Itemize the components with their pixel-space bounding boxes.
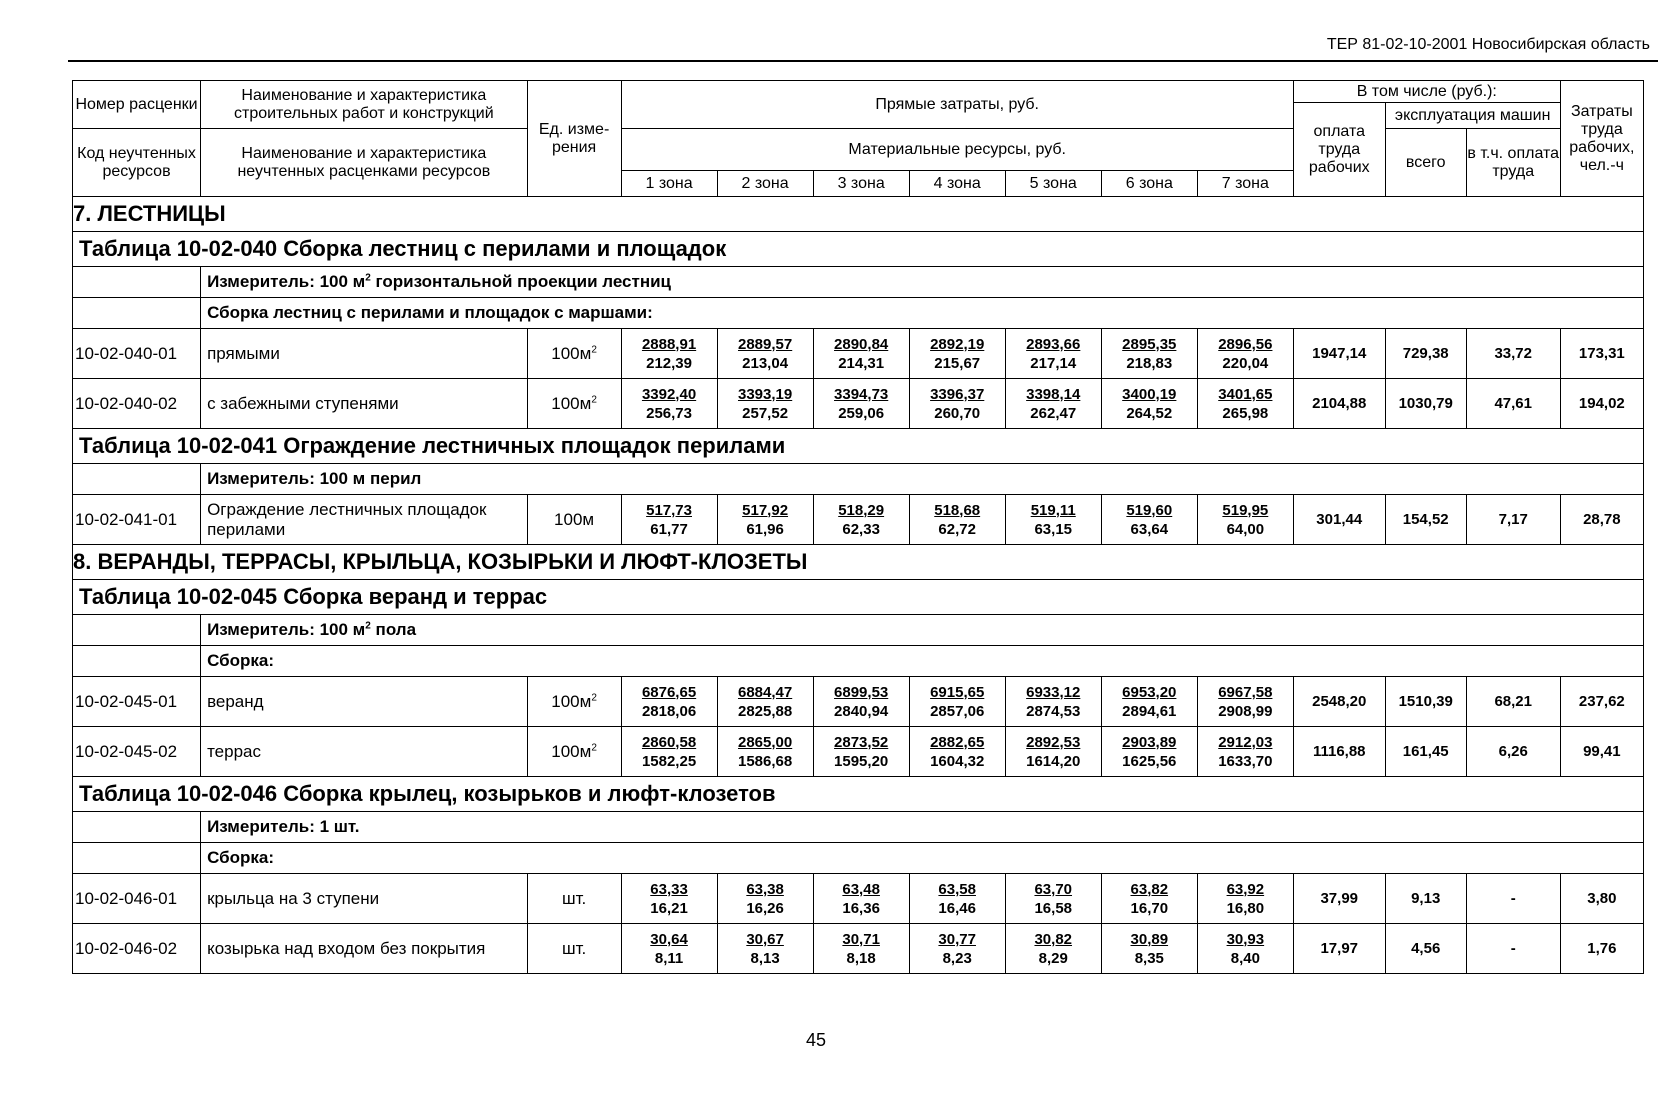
labor-cost: 28,78 bbox=[1560, 495, 1643, 545]
zone-cost-cell bbox=[717, 379, 813, 429]
rate-row bbox=[73, 677, 1644, 727]
rate-code: 10-02-045-01 bbox=[73, 677, 201, 727]
material-cost: 1586,68 bbox=[737, 752, 793, 770]
direct-cost: 2888,91 bbox=[641, 335, 697, 353]
direct-cost: 2893,66 bbox=[1026, 335, 1081, 353]
direct-cost: 2873,52 bbox=[834, 733, 889, 751]
zone-cost-cell bbox=[717, 329, 813, 379]
material-cost: 1633,70 bbox=[1218, 752, 1273, 770]
direct-cost: 2892,53 bbox=[1026, 733, 1081, 751]
zone-cost-cell bbox=[1101, 874, 1197, 924]
rate-code: 10-02-040-02 bbox=[73, 379, 201, 429]
material-cost: 16,58 bbox=[1034, 899, 1073, 917]
measure-line: Измеритель: 100 м перил bbox=[201, 464, 1644, 495]
zone-cost-cell bbox=[1101, 329, 1197, 379]
direct-cost: 2865,00 bbox=[737, 733, 793, 751]
material-cost: 213,04 bbox=[742, 354, 789, 372]
direct-cost: 63,58 bbox=[938, 880, 976, 898]
labor-cost: 194,02 bbox=[1560, 379, 1643, 429]
labor-cost: 1,76 bbox=[1560, 924, 1643, 974]
zone-cost-cell bbox=[909, 677, 1005, 727]
zone-cost-cell bbox=[1197, 727, 1293, 777]
direct-cost: 3392,40 bbox=[641, 385, 697, 403]
material-cost: 2825,88 bbox=[737, 702, 793, 720]
zone-cost-cell bbox=[1197, 924, 1293, 974]
header-res-name: Наименование и характеристика неучтенных расценками ресурсов bbox=[201, 129, 528, 197]
zone-cost-cell bbox=[621, 677, 717, 727]
zone-cost-cell bbox=[1197, 379, 1293, 429]
labor-pay: 1947,14 bbox=[1293, 329, 1385, 379]
rate-unit: $100м^2$ bbox=[527, 727, 621, 777]
direct-cost: 3393,19 bbox=[737, 385, 793, 403]
material-cost: 62,72 bbox=[938, 520, 976, 538]
table-title: Таблица 10-02-045 Сборка веранд и террас bbox=[73, 580, 1644, 615]
direct-cost: 3400,19 bbox=[1122, 385, 1177, 403]
zone-cost-cell bbox=[717, 924, 813, 974]
zone-cost-cell bbox=[1101, 727, 1197, 777]
labor-cost: 99,41 bbox=[1560, 727, 1643, 777]
machines-total: 161,45 bbox=[1385, 727, 1466, 777]
zone-cost-cell bbox=[621, 379, 717, 429]
table-header bbox=[73, 81, 1644, 197]
empty-cell bbox=[73, 812, 201, 843]
rate-row bbox=[73, 874, 1644, 924]
rate-row bbox=[73, 379, 1644, 429]
table-title: Таблица 10-02-040 Сборка лестниц с перилами и площадок bbox=[73, 232, 1644, 267]
header-name: Наименование и характеристика строительных работ и конструкций bbox=[201, 81, 528, 129]
header-rule bbox=[68, 60, 1658, 62]
machines-labor-pay: 6,26 bbox=[1466, 727, 1560, 777]
zone-cost-cell bbox=[1197, 677, 1293, 727]
zone-cost-cell bbox=[621, 924, 717, 974]
zone-cost-cell bbox=[1197, 495, 1293, 545]
material-cost: 62,33 bbox=[842, 520, 880, 538]
labor-pay: 17,97 bbox=[1293, 924, 1385, 974]
material-cost: 212,39 bbox=[646, 354, 692, 372]
rate-name: с забежными ступенями bbox=[201, 379, 528, 429]
material-cost: 1582,25 bbox=[641, 752, 697, 770]
zone-cost-cell bbox=[1101, 379, 1197, 429]
material-cost: 8,18 bbox=[846, 949, 876, 967]
zone-cost-cell bbox=[813, 677, 909, 727]
zone-cost-cell bbox=[717, 677, 813, 727]
group-line: Сборка: bbox=[201, 646, 1644, 677]
direct-cost: 2912,03 bbox=[1218, 733, 1273, 751]
rate-name: Ограждение лестничных площадок перилами bbox=[201, 495, 528, 545]
direct-cost: 30,67 bbox=[746, 930, 784, 948]
material-cost: 63,15 bbox=[1034, 520, 1073, 538]
direct-cost: 30,64 bbox=[650, 930, 688, 948]
direct-cost: 3396,37 bbox=[930, 385, 985, 403]
material-cost: 220,04 bbox=[1222, 354, 1269, 372]
direct-cost: 2892,19 bbox=[930, 335, 985, 353]
header-direct-costs: Прямые затраты, руб. bbox=[621, 81, 1293, 129]
empty-cell bbox=[73, 464, 201, 495]
section-title: 8. ВЕРАНДЫ, ТЕРРАСЫ, КРЫЛЬЦА, КОЗЫРЬКИ И ЛЮФТ-КЛОЗЕТЫ bbox=[73, 545, 1644, 580]
empty-cell bbox=[73, 843, 201, 874]
material-cost: 16,46 bbox=[938, 899, 976, 917]
direct-cost: 6876,65 bbox=[641, 683, 697, 701]
rate-code: 10-02-041-01 bbox=[73, 495, 201, 545]
zone-cost-cell bbox=[909, 379, 1005, 429]
header-zone: 4 зона bbox=[909, 171, 1005, 197]
direct-cost: 6953,20 bbox=[1122, 683, 1177, 701]
zone-cost-cell bbox=[1005, 379, 1101, 429]
material-cost: 16,70 bbox=[1130, 899, 1169, 917]
section-title: 7. ЛЕСТНИЦЫ bbox=[73, 197, 1644, 232]
material-cost: 1625,56 bbox=[1122, 752, 1177, 770]
rates-table bbox=[72, 80, 1644, 974]
zone-cost-cell bbox=[813, 727, 909, 777]
machines-labor-pay: 33,72 bbox=[1466, 329, 1560, 379]
zone-cost-cell bbox=[813, 924, 909, 974]
machines-total: 4,56 bbox=[1385, 924, 1466, 974]
zone-cost-cell bbox=[909, 924, 1005, 974]
material-cost: 16,21 bbox=[650, 899, 688, 917]
machines-total: 9,13 bbox=[1385, 874, 1466, 924]
zone-cost-cell bbox=[717, 495, 813, 545]
header-materials: Материальные ресурсы, руб. bbox=[621, 129, 1293, 171]
labor-pay: 2104,88 bbox=[1293, 379, 1385, 429]
zone-cost-cell bbox=[717, 727, 813, 777]
zone-cost-cell bbox=[1101, 924, 1197, 974]
material-cost: 217,14 bbox=[1030, 354, 1077, 372]
zone-cost-cell bbox=[717, 874, 813, 924]
labor-cost: 3,80 bbox=[1560, 874, 1643, 924]
material-cost: 262,47 bbox=[1030, 404, 1077, 422]
material-cost: 8,13 bbox=[750, 949, 780, 967]
material-cost: 2908,99 bbox=[1218, 702, 1273, 720]
direct-cost: 63,70 bbox=[1034, 880, 1073, 898]
header-labor-pay: оплата труда рабочих bbox=[1293, 103, 1385, 197]
material-cost: 1604,32 bbox=[930, 752, 985, 770]
header-zone: 1 зона bbox=[621, 171, 717, 197]
direct-cost: 30,77 bbox=[938, 930, 976, 948]
direct-cost: 2889,57 bbox=[737, 335, 793, 353]
direct-cost: 2882,65 bbox=[930, 733, 985, 751]
machines-total: 1030,79 bbox=[1385, 379, 1466, 429]
zone-cost-cell bbox=[621, 495, 717, 545]
header-zone: 7 зона bbox=[1197, 171, 1293, 197]
direct-cost: 517,92 bbox=[742, 501, 789, 519]
zone-cost-cell bbox=[1101, 677, 1197, 727]
direct-cost: 2860,58 bbox=[641, 733, 697, 751]
rate-name: козырька над входом без покрытия bbox=[201, 924, 528, 974]
machines-labor-pay: 7,17 bbox=[1466, 495, 1560, 545]
zone-cost-cell bbox=[909, 329, 1005, 379]
direct-cost: 3401,65 bbox=[1218, 385, 1273, 403]
zone-cost-cell bbox=[813, 329, 909, 379]
zone-cost-cell bbox=[909, 874, 1005, 924]
rate-unit: $100м^2$ bbox=[527, 329, 621, 379]
direct-cost: 517,73 bbox=[646, 501, 692, 519]
material-cost: 8,11 bbox=[654, 949, 684, 967]
material-cost: 2857,06 bbox=[930, 702, 985, 720]
labor-cost: 173,31 bbox=[1560, 329, 1643, 379]
zone-cost-cell bbox=[813, 495, 909, 545]
zone-cost-cell bbox=[621, 874, 717, 924]
direct-cost: 63,82 bbox=[1130, 880, 1169, 898]
measure-line: Измеритель: 1 шт. bbox=[201, 812, 1644, 843]
material-cost: 215,67 bbox=[934, 354, 981, 372]
direct-cost: 30,89 bbox=[1130, 930, 1169, 948]
machines-total: 154,52 bbox=[1385, 495, 1466, 545]
material-cost: 2894,61 bbox=[1122, 702, 1177, 720]
material-cost: 8,23 bbox=[942, 949, 972, 967]
material-cost: 16,36 bbox=[842, 899, 880, 917]
direct-cost: 519,11 bbox=[1030, 501, 1076, 519]
direct-cost: 518,68 bbox=[934, 501, 981, 519]
zone-cost-cell bbox=[1005, 495, 1101, 545]
direct-cost: 6933,12 bbox=[1026, 683, 1081, 701]
machines-total: 729,38 bbox=[1385, 329, 1466, 379]
header-res-code: Код неучтенных ресурсов bbox=[73, 129, 201, 197]
material-cost: 8,40 bbox=[1230, 949, 1260, 967]
header-labor-cost: Затраты труда рабочих, чел.-ч bbox=[1560, 81, 1643, 197]
zone-cost-cell bbox=[813, 379, 909, 429]
material-cost: 265,98 bbox=[1222, 404, 1269, 422]
material-cost: 257,52 bbox=[742, 404, 789, 422]
header-code: Номер расценки bbox=[73, 81, 201, 129]
zone-cost-cell bbox=[1197, 874, 1293, 924]
table-body bbox=[73, 197, 1644, 974]
zone-cost-cell bbox=[1197, 329, 1293, 379]
material-cost: 260,70 bbox=[934, 404, 981, 422]
labor-pay: 1116,88 bbox=[1293, 727, 1385, 777]
direct-cost: 63,33 bbox=[650, 880, 688, 898]
rate-name: веранд bbox=[201, 677, 528, 727]
header-zone: 5 зона bbox=[1005, 171, 1101, 197]
material-cost: 2840,94 bbox=[834, 702, 889, 720]
material-cost: 8,29 bbox=[1038, 949, 1068, 967]
table-title: Таблица 10-02-041 Ограждение лестничных площадок перилами bbox=[73, 429, 1644, 464]
material-cost: 214,31 bbox=[838, 354, 885, 372]
table-title: Таблица 10-02-046 Сборка крылец, козырьков и люфт-клозетов bbox=[73, 777, 1644, 812]
machines-labor-pay: 47,61 bbox=[1466, 379, 1560, 429]
group-line: Сборка лестниц с перилами и площадок с маршами: bbox=[201, 298, 1644, 329]
direct-cost: 63,48 bbox=[842, 880, 880, 898]
material-cost: 1614,20 bbox=[1026, 752, 1081, 770]
zone-cost-cell bbox=[1005, 874, 1101, 924]
rate-row bbox=[73, 495, 1644, 545]
material-cost: 16,80 bbox=[1226, 899, 1265, 917]
zone-cost-cell bbox=[909, 495, 1005, 545]
header-zone: 3 зона bbox=[813, 171, 909, 197]
direct-cost: 2903,89 bbox=[1122, 733, 1177, 751]
rate-name: прямыми bbox=[201, 329, 528, 379]
rate-unit: шт. bbox=[527, 874, 621, 924]
direct-cost: 6899,53 bbox=[834, 683, 889, 701]
rate-row bbox=[73, 329, 1644, 379]
labor-cost: 237,62 bbox=[1560, 677, 1643, 727]
labor-pay: 37,99 bbox=[1293, 874, 1385, 924]
zone-cost-cell bbox=[1005, 924, 1101, 974]
material-cost: 61,77 bbox=[650, 520, 688, 538]
direct-cost: 2896,56 bbox=[1218, 335, 1273, 353]
direct-cost: 519,95 bbox=[1222, 501, 1269, 519]
zone-cost-cell bbox=[621, 727, 717, 777]
machines-labor-pay: 68,21 bbox=[1466, 677, 1560, 727]
rate-row bbox=[73, 924, 1644, 974]
running-header: ТЕР 81-02-10-2001 Новосибирская область bbox=[1326, 36, 1650, 53]
empty-cell bbox=[73, 298, 201, 329]
empty-cell bbox=[73, 646, 201, 677]
machines-labor-pay: - bbox=[1466, 924, 1560, 974]
direct-cost: 2895,35 bbox=[1122, 335, 1177, 353]
rate-unit: шт. bbox=[527, 924, 621, 974]
direct-cost: 519,60 bbox=[1126, 501, 1173, 519]
rate-name: крыльца на 3 ступени bbox=[201, 874, 528, 924]
material-cost: 16,26 bbox=[746, 899, 784, 917]
rate-row bbox=[73, 727, 1644, 777]
header-machines: эксплуатация машин bbox=[1385, 103, 1560, 129]
direct-cost: 3394,73 bbox=[834, 385, 889, 403]
zone-cost-cell bbox=[813, 874, 909, 924]
empty-cell bbox=[73, 267, 201, 298]
direct-cost: 6884,47 bbox=[737, 683, 793, 701]
material-cost: 218,83 bbox=[1126, 354, 1173, 372]
page-number: 45 bbox=[806, 1030, 827, 1050]
direct-cost: 6915,65 bbox=[930, 683, 985, 701]
header-machines-total: всего bbox=[1385, 129, 1466, 197]
zone-cost-cell bbox=[909, 727, 1005, 777]
material-cost: 256,73 bbox=[646, 404, 692, 422]
labor-pay: 2548,20 bbox=[1293, 677, 1385, 727]
header-machines-labor: в т.ч. оплата труда bbox=[1466, 129, 1560, 197]
rate-code: 10-02-040-01 bbox=[73, 329, 201, 379]
direct-cost: 2890,84 bbox=[834, 335, 889, 353]
direct-cost: 63,92 bbox=[1226, 880, 1265, 898]
header-including: В том числе (руб.): bbox=[1293, 81, 1560, 103]
zone-cost-cell bbox=[1005, 329, 1101, 379]
zone-cost-cell bbox=[621, 329, 717, 379]
material-cost: 61,96 bbox=[746, 520, 784, 538]
zone-cost-cell bbox=[1101, 495, 1197, 545]
direct-cost: 30,93 bbox=[1226, 930, 1265, 948]
direct-cost: 3398,14 bbox=[1026, 385, 1081, 403]
measure-line: Измеритель: 100 $м^2$ пола bbox=[201, 615, 1644, 646]
header-zone: 2 зона bbox=[717, 171, 813, 197]
header-zone: 6 зона bbox=[1101, 171, 1197, 197]
direct-cost: 518,29 bbox=[838, 501, 885, 519]
direct-cost: 63,38 bbox=[746, 880, 784, 898]
rate-code: 10-02-046-02 bbox=[73, 924, 201, 974]
rate-unit: $100м^2$ bbox=[527, 379, 621, 429]
header-unit: Ед. изме-рения bbox=[527, 81, 621, 197]
machines-labor-pay: - bbox=[1466, 874, 1560, 924]
direct-cost: 30,82 bbox=[1034, 930, 1073, 948]
zone-cost-cell bbox=[1005, 727, 1101, 777]
rate-name: террас bbox=[201, 727, 528, 777]
material-cost: 8,35 bbox=[1134, 949, 1164, 967]
group-line: Сборка: bbox=[201, 843, 1644, 874]
empty-cell bbox=[73, 615, 201, 646]
material-cost: 64,00 bbox=[1226, 520, 1265, 538]
machines-total: 1510,39 bbox=[1385, 677, 1466, 727]
zone-cost-cell bbox=[1005, 677, 1101, 727]
rate-unit: $100м^2$ bbox=[527, 677, 621, 727]
material-cost: 1595,20 bbox=[834, 752, 889, 770]
material-cost: 259,06 bbox=[838, 404, 885, 422]
direct-cost: 6967,58 bbox=[1218, 683, 1273, 701]
material-cost: 2818,06 bbox=[641, 702, 697, 720]
direct-cost: 30,71 bbox=[842, 930, 880, 948]
material-cost: 2874,53 bbox=[1026, 702, 1081, 720]
labor-pay: 301,44 bbox=[1293, 495, 1385, 545]
rate-unit: 100м bbox=[527, 495, 621, 545]
rate-code: 10-02-046-01 bbox=[73, 874, 201, 924]
measure-line: Измеритель: 100 $м^2$ горизонтальной проекции лестниц bbox=[201, 267, 1644, 298]
material-cost: 63,64 bbox=[1130, 520, 1169, 538]
material-cost: 264,52 bbox=[1126, 404, 1173, 422]
rate-code: 10-02-045-02 bbox=[73, 727, 201, 777]
